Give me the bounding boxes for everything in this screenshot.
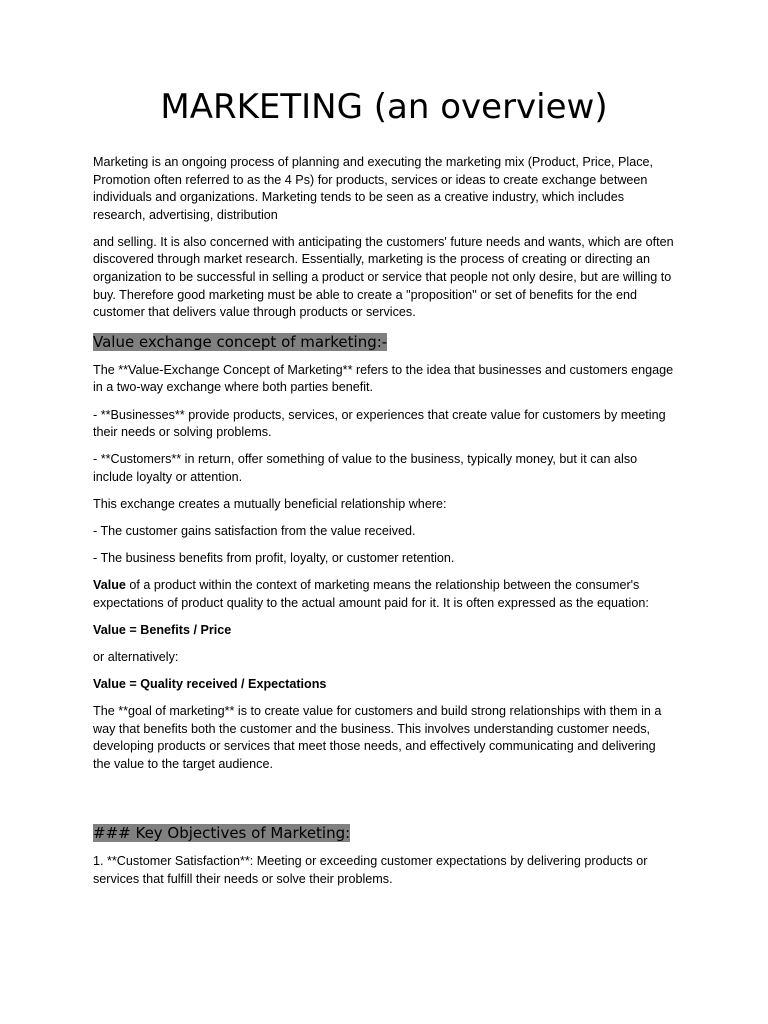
goal-paragraph: The **goal of marketing** is to create value for customers and build strong relationships with them in a way that benefits both the customer and the business. This involves understanding customer needs, developing products or services that meet those needs, and effectively communicating and delivering the value to the target audience. bbox=[93, 704, 662, 771]
heading-highlight: Value exchange concept of marketing:- bbox=[93, 332, 388, 351]
equation-quality-expectations bbox=[93, 676, 676, 694]
value-exchange-paragraph-6: - The business benefits from profit, loyalty, or customer retention. bbox=[93, 551, 455, 566]
value-definition-paragraph bbox=[93, 577, 676, 612]
value-definition-text: of a product within the context of marketing means the relationship between the consumer's expectations of product quality to the actual amount paid for it. It is often expressed as the equation: bbox=[93, 578, 649, 610]
equation-1-text: Value = Benefits / Price bbox=[93, 622, 232, 637]
equation-2-text: Value = Quality received / Expectations bbox=[93, 677, 327, 692]
or-alternatively: or alternatively: bbox=[93, 649, 179, 664]
value-exchange-paragraph-5: - The customer gains satisfaction from the value received. bbox=[93, 524, 416, 538]
spacer bbox=[93, 783, 676, 813]
value-exchange-paragraph-2: - **Businesses** provide products, services, or experiences that create value for customers by meeting their needs or solving problems. bbox=[93, 407, 666, 440]
value-exchange-paragraph-3: - **Customers** in return, offer something of value to the business, typically money, but it can also include loyalty or attention. bbox=[93, 452, 638, 484]
value-exchange-paragraph-1: The **Value-Exchange Concept of Marketing** refers to the idea that businesses and customers engage in a two-way exchange where both parties benefit. bbox=[93, 362, 674, 395]
section-heading-objectives bbox=[93, 823, 676, 843]
value-exchange-paragraph-4: This exchange creates a mutually beneficial relationship where: bbox=[93, 496, 447, 511]
intro-paragraph-2: and selling. It is also concerned with anticipating the customers' future needs and wants, which are often discovered through market research. Essentially, marketing is the process of creating or directing an organization to be successful in selling a product or service that people not only desire, but are willing to buy. Therefore good marketing must be able to create a "proposition" or set of benefits for the end customer that delivers value through products or services. bbox=[93, 234, 674, 320]
page-title: MARKETING (an overview) bbox=[160, 87, 608, 127]
equation-benefits-price bbox=[93, 622, 676, 640]
objective-item-1: 1. **Customer Satisfaction**: Meeting or exceeding customer expectations by delivering products or services that fulfill their needs or solve their problems. bbox=[93, 854, 648, 886]
heading-highlight: ### Key Objectives of Marketing: bbox=[93, 824, 351, 843]
document-body bbox=[93, 154, 676, 898]
section-heading-value-exchange bbox=[93, 332, 676, 352]
value-term: Value bbox=[93, 578, 126, 593]
intro-paragraph-1: Marketing is an ongoing process of planning and executing the marketing mix (Product, Price, Place, Promotion often referred to as the 4 Ps) for products, services or ideas to create exchange between individuals and organizations. Marketing tends to be seen as a creative industry, which includes research, advertising, distribution bbox=[93, 155, 654, 222]
